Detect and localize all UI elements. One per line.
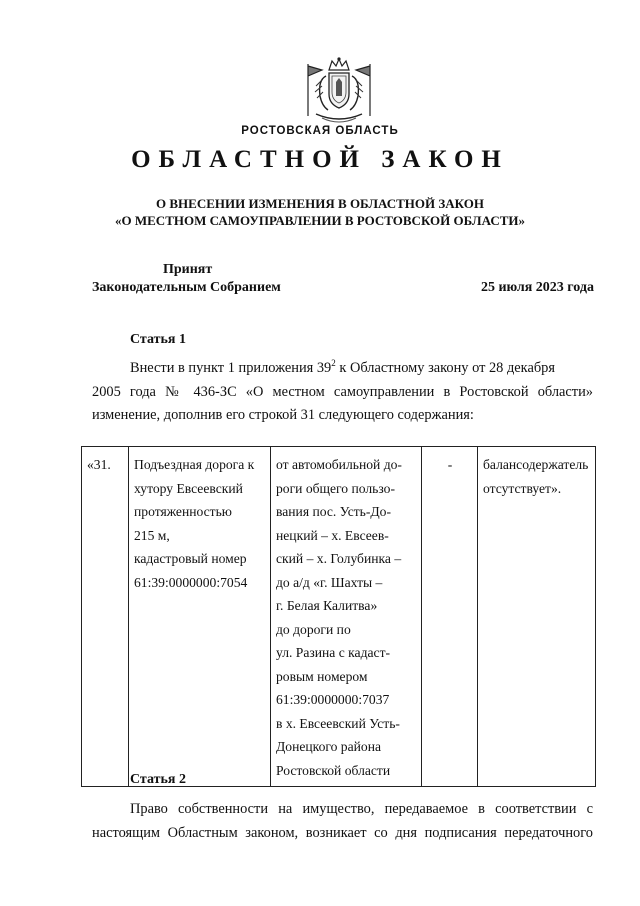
law-subtitle-line-2: «О МЕСТНОМ САМОУПРАВЛЕНИИ В РОСТОВСКОЙ ОБЛАСТИ»	[115, 213, 525, 228]
table-row	[82, 447, 596, 787]
article-2-heading: Статья 2	[130, 772, 186, 787]
article-2-text	[92, 798, 593, 845]
adopted-label: Принят	[163, 262, 213, 277]
region-name: РОСТОВСКАЯ ОБЛАСТЬ	[241, 125, 399, 137]
row-number-cell: «31.	[82, 447, 129, 787]
article-1-line-2: 2005 года № 436-ЗС «О местном самоуправлении в Ростовской области»	[92, 383, 593, 400]
adopting-body: Законодательным Собранием	[92, 280, 281, 295]
article-2-line-1: Право собственности на имущество, передаваемое в соответствии с	[130, 801, 593, 817]
law-title: ОБЛАСТНОЙ ЗАКОН	[131, 146, 509, 173]
article-1-heading: Статья 1	[130, 332, 186, 347]
rostov-coat-of-arms-icon	[296, 56, 382, 126]
object-description-cell: Подъездная дорога к хутору Евсеевский протяженностью 215 м, кадастровый номер 61:39:0000000:7054	[129, 447, 271, 787]
dash-cell: -	[422, 447, 478, 787]
law-subtitle-line-1: О ВНЕСЕНИИ ИЗМЕНЕНИЯ В ОБЛАСТНОЙ ЗАКОН	[156, 196, 484, 211]
balance-holder-cell: балансодержатель отсутствует».	[478, 447, 596, 787]
adoption-date: 25 июля 2023 года	[480, 280, 594, 295]
article-1-line-3: изменение, дополнив его строкой 31 следующего содержания:	[92, 407, 474, 423]
object-location-cell: от автомобильной до- роги общего пользо- вания пос. Усть-До- нецкий – х. Евсеев- ский – х. Голубинка – до а/д «г. Шахты – г. Белая Калитва» до дороги по ул. Разина с кадаст- ровым номером 61:39:0000000:7037 в х. Евсеевский Усть- Донецкого района Ростовской области	[271, 447, 422, 787]
amendment-table	[81, 446, 596, 787]
article-1-line-1: Внести в пункт 1 приложения $39^2$ к Областному закону от 28 декабря	[130, 358, 555, 376]
article-2-line-2: настоящим Областным законом, возникает со дня подписания передаточного	[92, 824, 593, 841]
article-1-text	[92, 357, 593, 428]
